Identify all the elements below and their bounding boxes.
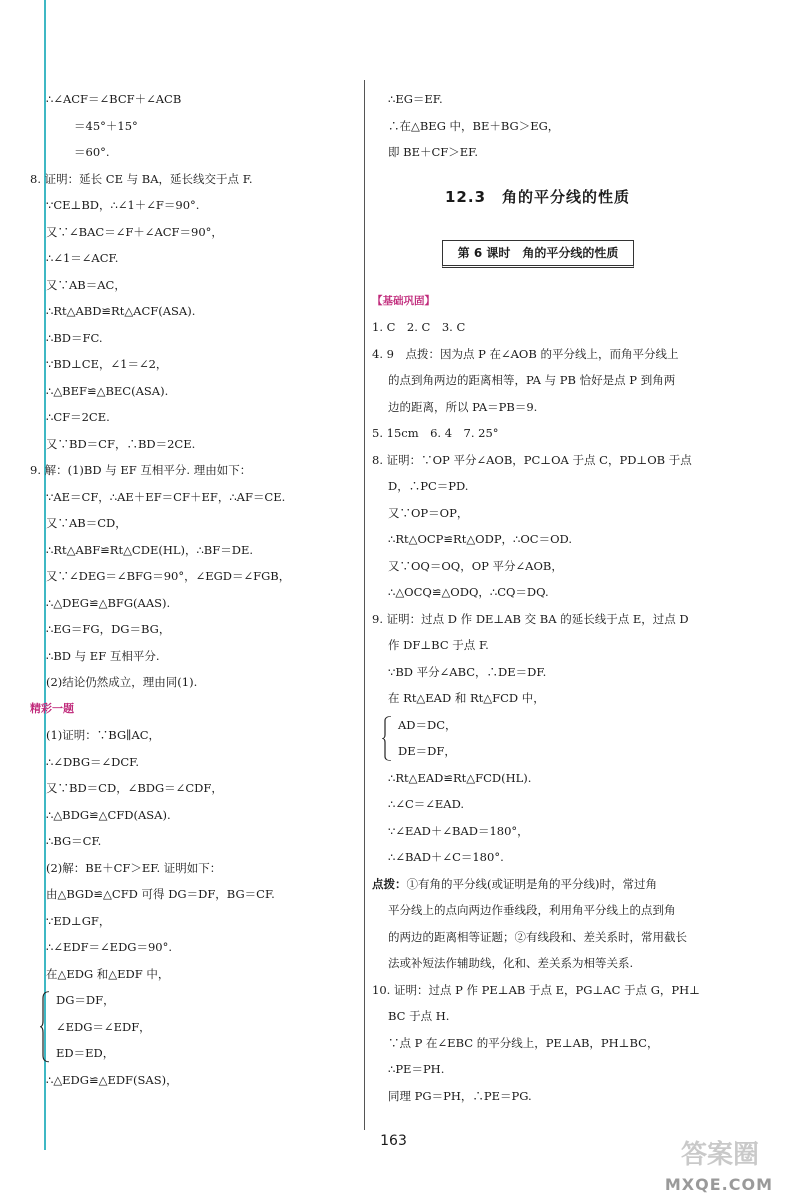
text-line: BC 于点 H.: [388, 1009, 450, 1023]
tip-label: 点拨：: [372, 876, 407, 891]
text-line: ∵∠EAD＋∠BAD＝180°，: [388, 823, 529, 838]
text-line: (2)结论仍然成立，理由同(1).: [46, 675, 198, 689]
text-line: 8. 证明：∵OP 平分∠AOB，PC⊥OA 于点 C，PD⊥OB 于点: [372, 452, 692, 467]
text-line: ∴Rt△EAD≌Rt△FCD(HL).: [388, 770, 532, 785]
tip-line: 的两边的距离相等证题；②有线段和、差关系时，常用截长: [388, 929, 687, 944]
text-line: ∴BD＝FC.: [46, 330, 103, 345]
text-line: ∴∠EDF＝∠EDG＝90°.: [46, 940, 173, 954]
text-line: ∵BD 平分∠ABC，∴DE＝DF.: [388, 664, 547, 679]
text-line: ∴△DEG≌△BFG(AAS).: [46, 595, 171, 610]
text-line: 又∵BD＝CF，∴BD＝2CE.: [46, 436, 196, 451]
text-line: ＝60°.: [74, 145, 110, 159]
text-line: 即 BE＋CF＞EF.: [388, 145, 479, 159]
text-line: ∵AE＝CF，∴AE＋EF＝CF＋EF，∴AF＝CE.: [46, 489, 286, 504]
text-line: 又∵OP＝OP，: [388, 505, 469, 520]
text-line: 又∵AB＝AC，: [46, 277, 126, 292]
text-line: ∴BD 与 EF 互相平分.: [46, 648, 160, 663]
watermark-logo: [617, 1134, 777, 1194]
text-line: 8. 证明：延长 CE 与 BA，延长线交于点 F.: [30, 171, 253, 186]
text-line: ∴△BEF≌△BEC(ASA).: [46, 383, 169, 398]
brace-icon: [382, 716, 390, 761]
text-line: ∴△OCQ≌△ODQ，∴CQ＝DQ.: [388, 585, 549, 599]
tip-text: ①有角的平分线(或证明是角的平分线)时，常过角: [406, 876, 657, 891]
text-line: 9. 证明：过点 D 作 DE⊥AB 交 BA 的延长线于点 E，过点 D: [372, 611, 689, 626]
text-line: 又∵BD＝CD，∠BDG＝∠CDF，: [46, 781, 223, 795]
text-line: 的点到角两边的距离相等，PA 与 PB 恰好是点 P 到角两: [388, 373, 676, 387]
text-line: ∵ED⊥GF，: [46, 913, 111, 928]
text-line: D，∴PC＝PD.: [388, 479, 469, 493]
left-equation-system: [30, 987, 350, 1067]
text-line: 由△BGD≌△CFD 可得 DG＝DF，BG＝CF.: [46, 887, 275, 901]
brace-icon: [40, 991, 48, 1063]
column-divider: [364, 80, 365, 1130]
text-line: ∴△EDG≌△EDF(SAS)，: [46, 1072, 178, 1087]
right-equation-system: [372, 712, 712, 765]
brace-line: AD＝DC，: [398, 717, 457, 732]
text-line: ∴Rt△ABD≌Rt△ACF(ASA).: [46, 304, 196, 318]
jingcai-label: 精彩一题: [30, 701, 74, 715]
text-line: ∴EG＝EF.: [388, 92, 443, 106]
text-line: 同理 PG＝PH，∴PE＝PG.: [388, 1088, 532, 1103]
text-line: ∴∠DBG＝∠DCF.: [46, 754, 140, 769]
text-line: 边的距离，所以 PA＝PB＝9.: [388, 399, 538, 414]
text-line: 又∵∠DEG＝∠BFG＝90°，∠EGD＝∠FGB，: [46, 569, 291, 583]
text-line: ＝45°＋15°: [74, 118, 138, 133]
brace-line: ED＝ED，: [56, 1046, 115, 1060]
text-line: ∵BD⊥CE，∠1＝∠2，: [46, 357, 168, 371]
text-line: ∴∠ACF＝∠BCF＋∠ACB: [46, 92, 182, 106]
text-line: 9. 解：(1)BD 与 EF 互相平分. 理由如下：: [30, 463, 252, 477]
title-spacer: [372, 166, 712, 288]
brace-line: DE＝DF，: [398, 744, 456, 758]
brace-line: ∠EDG＝∠EDF，: [56, 1019, 151, 1034]
text-line: ∴∠C＝∠EAD.: [388, 797, 465, 811]
lesson-title: 第 6 课时 角的平分线的性质: [442, 240, 634, 268]
text-line: ∴Rt△OCP≌Rt△ODP，∴OC＝OD.: [388, 532, 572, 546]
page-number: 163: [380, 1133, 407, 1149]
text-line: ∴∠1＝∠ACF.: [46, 251, 119, 265]
text-line: 又∵AB＝CD，: [46, 516, 127, 530]
text-line: ∵CE⊥BD，∴∠1＋∠F＝90°.: [46, 198, 200, 212]
text-line: 又∵∠BAC＝∠F＋∠ACF＝90°，: [46, 224, 223, 239]
brace-line: DG＝DF，: [56, 993, 115, 1007]
text-line: ∴PE＝PH.: [388, 1062, 445, 1076]
text-line: ∴在△BEG 中，BE＋BG＞EG，: [388, 118, 560, 133]
text-line: ∴EG＝FG，DG＝BG，: [46, 622, 171, 636]
text-line: 在 Rt△EAD 和 Rt△FCD 中，: [388, 691, 545, 705]
text-line: ∴BG＝CF.: [46, 834, 102, 848]
basic-consolidation-label: 【基础巩固】: [372, 294, 435, 307]
watermark-glyph-icon: 答案圈: [680, 1140, 759, 1170]
section-title: 12.3 角的平分线的性质: [445, 188, 631, 206]
text-line: 作 DF⊥BC 于点 F.: [388, 638, 489, 652]
text-line: (1)证明：∵BG∥AC，: [46, 728, 161, 742]
text-line: 10. 证明：过点 P 作 PE⊥AB 于点 E，PG⊥AC 于点 G，PH⊥: [372, 982, 700, 997]
tip-line: 平分线上的点向两边作垂线段，利用角平分线上的点到角: [388, 903, 676, 917]
watermark-text: MXQE.COM: [664, 1175, 773, 1194]
text-line: (2)解：BE＋CF＞EF. 证明如下：: [46, 860, 222, 875]
text-line: ∴△BDG≌△CFD(ASA).: [46, 807, 171, 822]
text-line: ∴∠BAD＋∠C＝180°.: [388, 850, 504, 864]
tip-line: [372, 871, 712, 898]
left-column: [30, 86, 350, 1093]
text-line: 又∵OQ＝OQ，OP 平分∠AOB，: [388, 558, 563, 573]
text-line: ∵点 P 在∠EBC 的平分线上，PE⊥AB，PH⊥BC，: [388, 1035, 659, 1050]
text-line: ∴CF＝2CE.: [46, 410, 110, 424]
text-line: 在△EDG 和△EDF 中，: [46, 966, 170, 981]
text-line: ∴Rt△ABF≌Rt△CDE(HL)，∴BF＝DE.: [46, 542, 254, 557]
text-line: 1. C 2. C 3. C: [372, 320, 466, 334]
tip-line: 法或补短法作辅助线，化和、差关系为相等关系.: [388, 956, 634, 970]
text-line: 5. 15cm 6. 4 7. 25°: [372, 426, 499, 440]
text-line: 4. 9 点拨：因为点 P 在∠AOB 的平分线上，而角平分线上: [372, 346, 679, 361]
